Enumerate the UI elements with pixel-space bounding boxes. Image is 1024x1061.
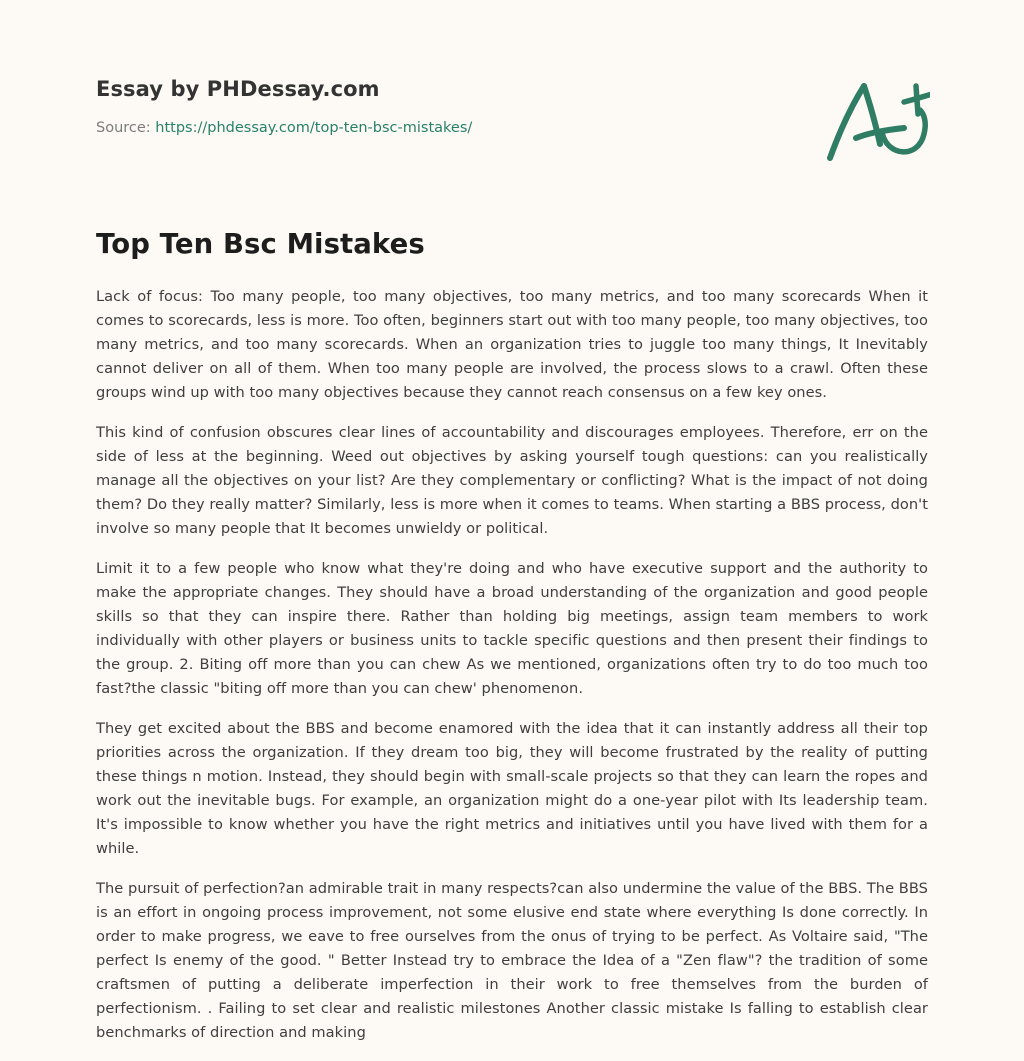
a-plus-grade-icon xyxy=(820,64,930,168)
site-title: Essay by PHDessay.com xyxy=(96,77,380,101)
source-label: Source: xyxy=(96,120,156,136)
essay-paragraph: This kind of confusion obscures clear lines of accountability and discourages employees. Therefore, err on the side of less at the beginning. Weed out objectives by asking yourself tough questions: can you realistically manage all the objectives on your list? Are they complementary or conflicting? What is the impact of not doing them? Do they really matter? Similarly, less is more when it comes to teams. When starting a BBS process, don't involve so many people that It becomes unwieldy or political. xyxy=(96,424,928,537)
page-header xyxy=(96,74,928,138)
essay-paragraph: Lack of focus: Too many people, too many objectives, too many metrics, and too many scorecards When it comes to scorecards, less is more. Too often, beginners start out with too many people, too many objectives, too many metrics, and too many scorecards. When an organization tries to juggle too many things, It Inevitably cannot deliver on all of them. When too many people are involved, the process slows to a crawl. Often these groups wind up with too many objectives because they cannot reach consensus on a few key ones. xyxy=(96,288,928,401)
essay-paragraph: Limit it to a few people who know what they're doing and who have executive support and the authority to make the appropriate changes. They should have a broad understanding of the organization and good people skills so that they can inspire there. Rather than holding big meetings, assign team members to work individually with other players or business units to tackle specific questions and then present their findings to the group. 2. Biting off more than you can chew As we mentioned, organizations often try to do too much too fast?the classic "biting off more than you can chew' phenomenon. xyxy=(96,560,928,697)
essay-title: Top Ten Bsc Mistakes xyxy=(96,228,425,260)
essay-paragraph: They get excited about the BBS and become enamored with the idea that it can instantly address all their top priorities across the organization. If they dream too big, they will become frustrated by the reality of putting these things n motion. Instead, they should begin with small-scale projects so that they can learn the ropes and work out the inevitable bugs. For example, an organization might do a one-year pilot with Its leadership team. It's impossible to know whether you have the right metrics and initiatives until you have lived with them for a while. xyxy=(96,720,928,857)
essay-paragraph: The pursuit of perfection?an admirable trait in many respects?can also undermine the value of the BBS. The BBS is an effort in ongoing process improvement, not some elusive end state where everything Is done correctly. In order to make progress, we eave to free ourselves from the onus of trying to be perfect. As Voltaire said, "The perfect Is enemy of the good. " Better Instead try to embrace the Idea of a "Zen flaw"? the tradition of some craftsmen of putting a deliberate imperfection in their work to free themselves from the burden of perfectionism. . Failing to set clear and realistic milestones Another classic mistake Is falling to establish clear benchmarks of direction and making xyxy=(96,880,928,1041)
source-line xyxy=(96,118,928,138)
essay-body xyxy=(96,285,928,1061)
source-link[interactable]: https://phdessay.com/top-ten-bsc-mistakes/ xyxy=(155,120,473,136)
